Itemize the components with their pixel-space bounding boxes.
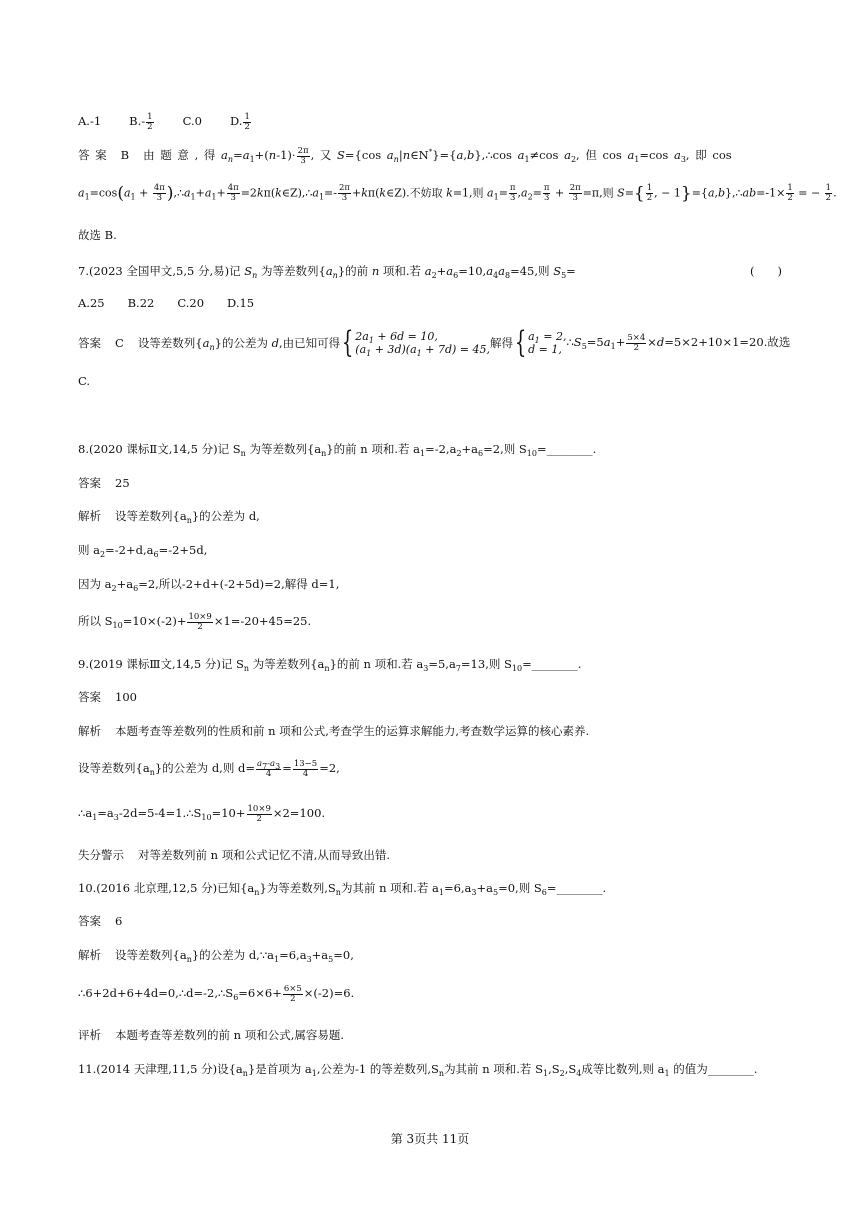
answer-label: 答案 xyxy=(78,914,101,928)
q9-answer xyxy=(78,688,782,706)
q9-line2: 设等差数列$\{a_n\}$的公差为 d,则 d= $\frac{a_7-a_3}{4}$ = $\frac{13-5}{4}$ =2, xyxy=(78,758,340,779)
q9-answer-value: 100 xyxy=(115,690,137,704)
q8-answer-value: 25 xyxy=(115,476,130,490)
q9-analysis-text: 本题考查等差数列的性质和前 n 项和公式,考查学生的运算求解能力,考查数学运算的核心素养. xyxy=(115,724,590,738)
q6-options: A.-1 B.- $\frac{1}{2}$ C.0 D. $\frac{1}{2}$ xyxy=(78,111,250,132)
q9-warning-text: 对等差数列前 n 项和公式记忆不清,从而导致出错. xyxy=(138,848,391,862)
q7-answer-value: C xyxy=(115,336,124,350)
q8-line4: 所以 $S_{10}=10\times(-2)+$ $\frac{10\times 9}{2}$ ×1=-20+45=25. xyxy=(78,611,312,632)
q10-line2: $\therefore 6+2d+6+4d=0,\therefore d=-2,\therefore S_6=6\times 6+$ $\frac{6\times 5}{2}$ ×(-2)=6. xyxy=(78,983,355,1004)
q9-analysis xyxy=(78,722,782,740)
warning-label: 失分警示 xyxy=(78,848,124,862)
q6-answer-line1: 答 案 B 由 题 意 , 得 $a_n=a_1+(n-1)\cdot$ $\frac{2\pi}{3}$ , 又 S={cos $a_n|n\in N^*\}=\{a,b\},\therefore\cos$ $a_1\ne\cos$ $a_2$, 但 $\cos a_1=\cos$ $a_3$, 即 cos xyxy=(78,145,732,166)
q8-answer xyxy=(78,474,782,492)
q10-answer xyxy=(78,912,782,930)
analysis-label: 解析 xyxy=(78,724,101,738)
q8-line2: 则 $a_2=-2+d,a_6=-2+5d$, xyxy=(78,543,208,559)
q6-answer-line2: $a_1=\cos(a_1$ + $\frac{4\pi}{3}$ )$,\therefore a_1+a_1+$ $\frac{4\pi}{3}$ $=2k\pi(k\in Z),\therefore a_1=-$ $\frac{2\pi}{3}$ +kπ(k∈Z).不妨取 k=1,则 $a_1=$ $\frac{\pi}{3}$ $,a_2=$ $\frac{\pi}{3}$ + $\frac{2\pi}{3}$ =π,则 S={ $\frac{1}{2}$ , − 1}={a,b},∴ab=-1× $\frac{1}{2}$ = − $\frac{1}{2}$ . xyxy=(78,183,837,204)
q8-stem: 8.(2020 课标Ⅱ文,14,5 分)记 $S_n$ 为等差数列$\{a_n\}$的前 n 项和.若 $a_1=-2,a_2+a_6=2$,则 $S_{10}=\_\_\_\_\_\_\_\_$. xyxy=(78,442,597,458)
q10-analysis: 解析 设等差数列$\{a_n\}$的公差为 $d,\because a_1=6,a_3+a_5=0$, xyxy=(78,948,354,964)
answer-label: 答案 xyxy=(78,690,101,704)
answer-label: 答案 xyxy=(78,476,101,490)
q9-line3: $\therefore a_1=a_3-2d=5-4=1.\therefore S_{10}=10+$ $\frac{10\times 9}{2}$ ×2=100. xyxy=(78,803,326,824)
q11-stem: 11.(2014 天津理,11,5 分)设$\{a_n\}$是首项为 $a_1$,公差为-1 的等差数列$,S_n$为其前 n 项和.若 $S_1,S_2,S_4$成等比数列,则 $a_1$ 的值为________. xyxy=(78,1062,758,1078)
q10-stem: 10.(2016 北京理,12,5 分)已知$\{a_n\}$为等差数列$,S_n$为其前 n 项和.若 $a_1=6,a_3+a_5=0$,则 $S_6=\_\_\_\_\_\_\_\_$. xyxy=(78,881,607,897)
q7-options: A.25 B.22 C.20 D.15 xyxy=(78,296,255,310)
answer-blank-paren: ( ) xyxy=(750,264,782,278)
q9-stem: 9.(2019 课标Ⅲ文,14,5 分)记 $S_n$ 为等差数列$\{a_n\}$的前 n 项和.若 $a_3=5,a_7=13$,则 $S_{10}=\_\_\_\_\_\_\_\_$. xyxy=(78,657,582,673)
q7-answer: 答案 C 设等差数列$\{a_n\}$的公差为 d,由已知可得 { $2a_1 + 6d = 10$, $(a_1 + 3d)(a_1 + 7d) = 45$, 解得 { $a_1 = 2$, d = 1, $\therefore S_5=5a_1+$ $\frac{5\times 4}{2}$ ×d=5×2+10×1=20.故选 xyxy=(78,325,791,360)
q7-end: C. xyxy=(78,374,91,388)
page-footer: 第 3页共 11页 xyxy=(390,1132,470,1146)
answer-label: 答 案 xyxy=(78,148,107,162)
q6-conclusion: 故选 B. xyxy=(78,228,117,242)
q8-analysis: 解析 设等差数列$\{a_n\}$的公差为 d, xyxy=(78,509,260,525)
answer-label: 答案 xyxy=(78,336,101,350)
q6-answer: B xyxy=(120,148,130,162)
analysis-label: 解析 xyxy=(78,509,101,523)
q10-review-text: 本题考查等差数列的前 n 项和公式,属容易题. xyxy=(115,1028,345,1042)
q10-review xyxy=(78,1026,782,1044)
q7-stem: 7.(2023 全国甲文,5,5 分,易)记 $S_n$ 为等差数列$\{a_n\}$的前 n 项和.若 $a_2+a_6=10,a_4a_8=45$,则 $S_5=$ ( ) xyxy=(78,264,782,280)
q9-warning xyxy=(78,846,782,864)
q8-line3: 因为 $a_2+a_6=2$,所以-2+d+(-2+5d)=2,解得 d=1, xyxy=(78,577,340,593)
q10-answer-value: 6 xyxy=(115,914,123,928)
analysis-label: 解析 xyxy=(78,948,101,962)
review-label: 评析 xyxy=(78,1028,101,1042)
